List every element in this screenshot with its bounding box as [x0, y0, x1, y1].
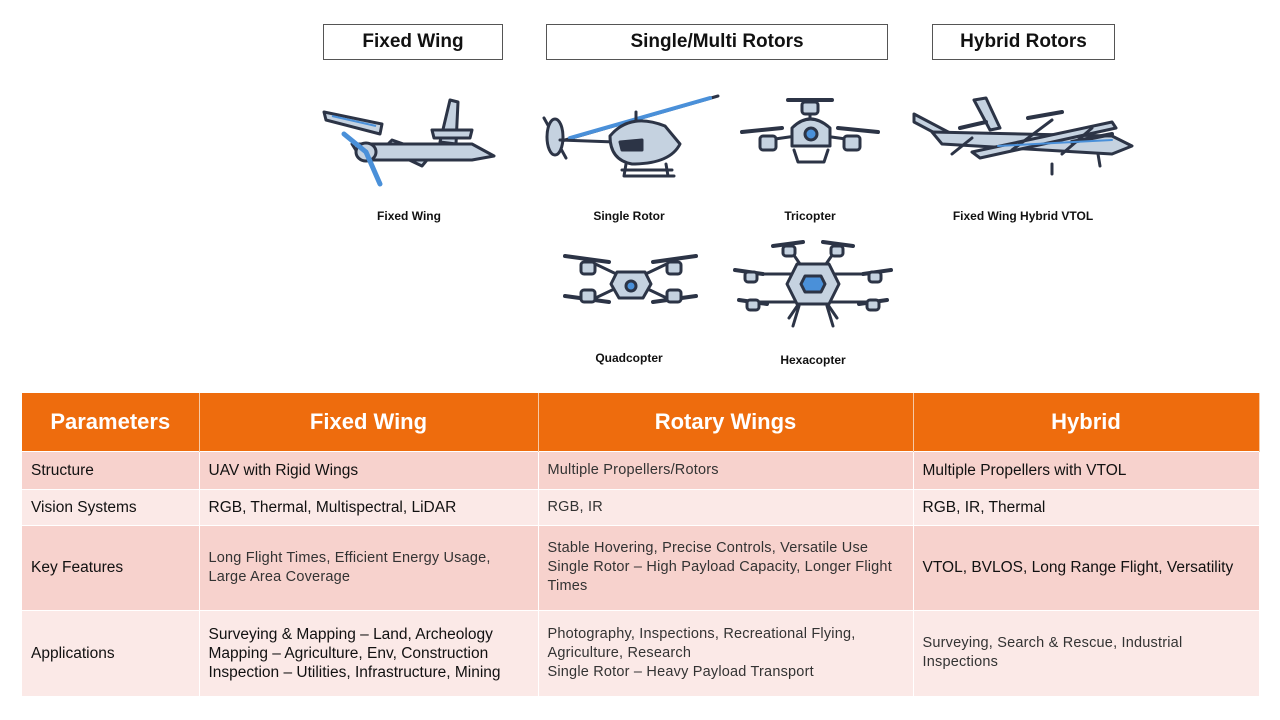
fixed-wing-cell: UAV with Rigid Wings: [199, 451, 538, 489]
category-single-multi-rotors: Single/Multi Rotors: [546, 24, 888, 60]
quadcopter-label: Quadcopter: [595, 351, 663, 365]
fixed-wing-drone-icon: [322, 94, 497, 189]
single-rotor-drone-icon: [540, 92, 720, 187]
hybrid-cell: VTOL, BVLOS, Long Range Flight, Versatility: [913, 525, 1259, 610]
table-header-row: [22, 393, 1259, 451]
parameter-cell: Key Features: [22, 525, 199, 610]
tricopter-drone-icon: [738, 94, 883, 174]
header-fixed-wing: Fixed Wing: [199, 393, 538, 451]
rotary-cell: Multiple Propellers/Rotors: [538, 451, 913, 489]
comparison-table: [22, 393, 1260, 696]
hybrid-vtol-drone-icon: [912, 94, 1137, 184]
hybrid-vtol-label: Fixed Wing Hybrid VTOL: [952, 209, 1094, 223]
hybrid-cell: Multiple Propellers with VTOL: [913, 451, 1259, 489]
category-hybrid-rotors: Hybrid Rotors: [932, 24, 1115, 60]
fixed-wing-label: Fixed Wing: [377, 209, 441, 223]
fixed-wing-cell: Long Flight Times, Efficient Energy Usage, Large Area Coverage: [199, 525, 538, 610]
rotary-cell: RGB, IR: [538, 489, 913, 525]
quadcopter-drone-icon: [563, 246, 698, 316]
table-row: [22, 451, 1259, 489]
hexacopter-label: Hexacopter: [780, 353, 846, 367]
fixed-wing-cell: Surveying & Mapping – Land, Archeology Mapping – Agriculture, Env, Construction Inspection – Utilities, Infrastructure, Mining: [199, 610, 538, 696]
category-fixed-wing: Fixed Wing: [323, 24, 503, 60]
parameter-cell: Vision Systems: [22, 489, 199, 525]
header-rotary-wings: Rotary Wings: [538, 393, 913, 451]
table-row: [22, 489, 1259, 525]
parameter-cell: Structure: [22, 451, 199, 489]
header-hybrid: Hybrid: [913, 393, 1259, 451]
single-rotor-label: Single Rotor: [593, 209, 665, 223]
rotary-cell: Stable Hovering, Precise Controls, Versatile Use Single Rotor – High Payload Capacity, Longer Flight Times: [538, 525, 913, 610]
rotary-cell: Photography, Inspections, Recreational Flying, Agriculture, Research Single Rotor – Heavy Payload Transport: [538, 610, 913, 696]
hybrid-cell: RGB, IR, Thermal: [913, 489, 1259, 525]
table-row: [22, 610, 1259, 696]
tricopter-label: Tricopter: [784, 209, 836, 223]
table-row: [22, 525, 1259, 610]
parameter-cell: Applications: [22, 610, 199, 696]
hexacopter-drone-icon: [733, 240, 893, 332]
header-parameters: Parameters: [22, 393, 199, 451]
hybrid-cell: Surveying, Search & Rescue, Industrial Inspections: [913, 610, 1259, 696]
fixed-wing-cell: RGB, Thermal, Multispectral, LiDAR: [199, 489, 538, 525]
